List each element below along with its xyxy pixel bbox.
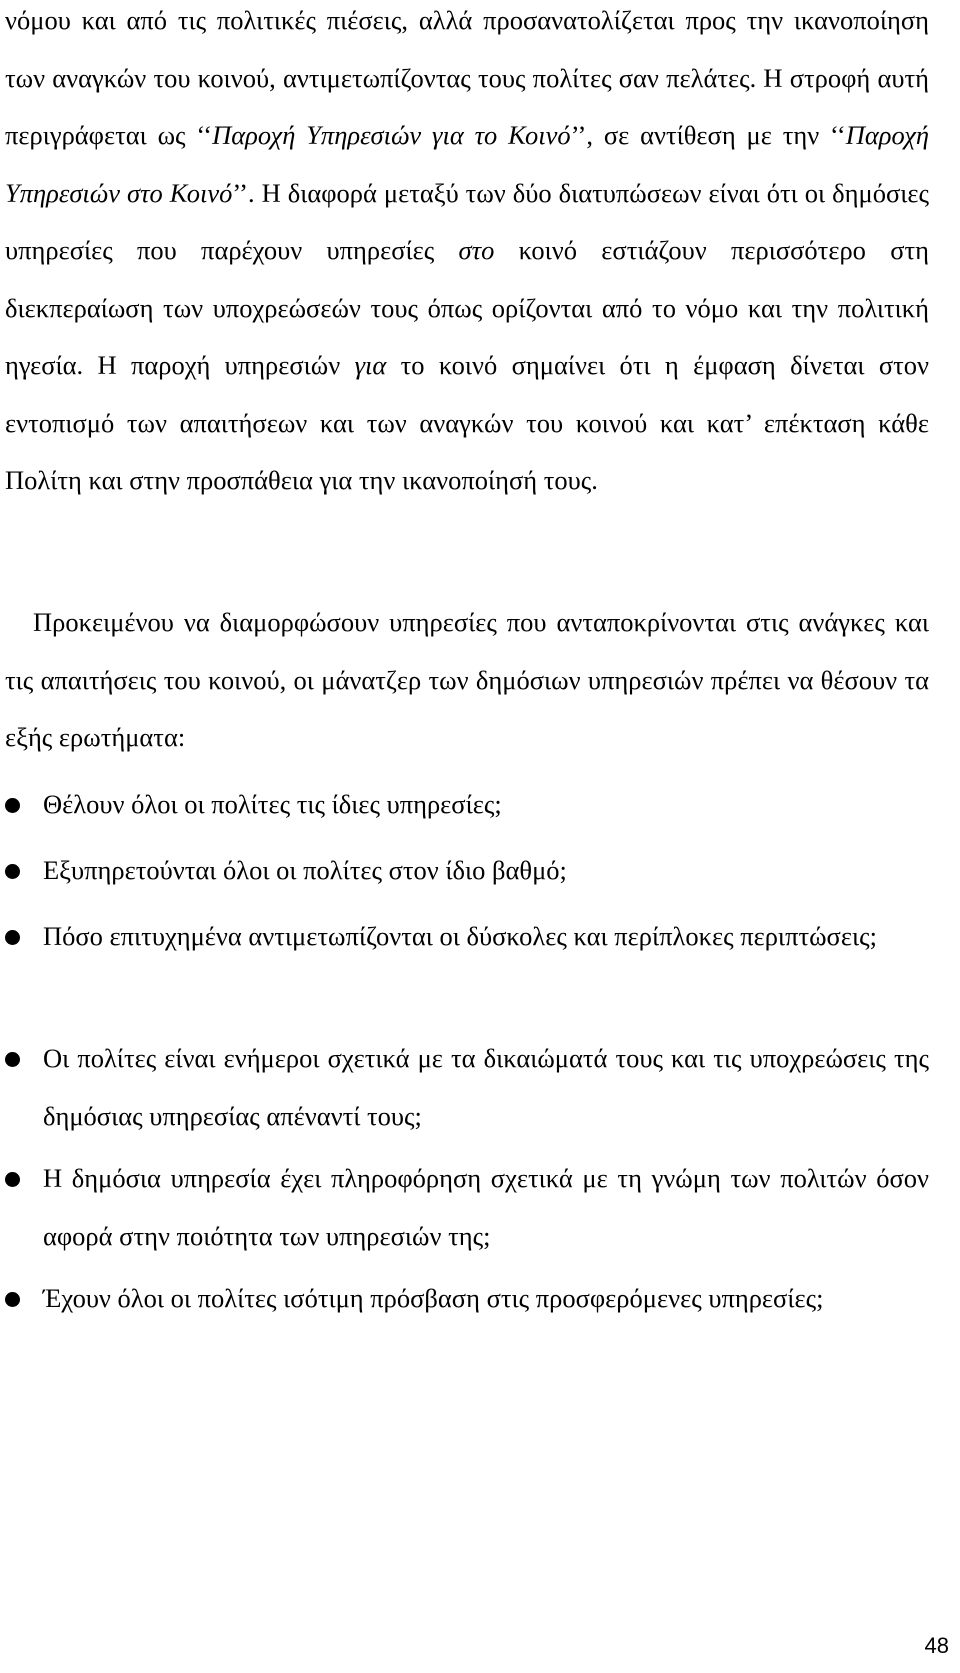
- text-run: το κοινό σημαίνει ότι η έμφαση δίνεται στον εντοπισμό των απαιτήσεων και των αναγκών του κοινού και κατ’ επέκταση κάθε Πολίτη και στην προσπάθεια για την ικανοποίησή τους.: [5, 350, 929, 495]
- list-item-text: Οι πολίτες είναι ενήμεροι σχετικά με τα δικαιώματά τους και τις υποχρεώσεις της δημόσιας υπηρεσίας απέναντί τους;: [43, 1043, 929, 1131]
- paragraph-continuation: [5, 0, 929, 510]
- bullet-icon: [5, 1172, 20, 1187]
- text-run-italic: στο: [458, 235, 495, 265]
- text-run: νόμου και από τις πολιτικές πιέσεις, αλλά προσανατολίζεται προς την ικανοποίηση των αναγκών του κοινού, αντιμετωπίζοντας τους πολίτες σαν πελάτες. Η στροφή αυτή περιγράφεται ως ‘‘: [5, 5, 929, 150]
- list-item-text: Η δημόσια υπηρεσία έχει πληροφόρηση σχετικά με τη γνώμη των πολιτών όσον αφορά στην ποιότητα των υπηρεσιών της;: [43, 1163, 929, 1251]
- paragraph-text: Προκειμένου να διαμορφώσουν υπηρεσίες που ανταποκρίνονται στις ανάγκες και τις απαιτήσεις του κοινού, οι μάνατζερ των δημόσιων υπηρεσιών πρέπει να θέσουν τα εξής ερωτήματα:: [5, 607, 929, 752]
- page-number: 48: [924, 1633, 949, 1658]
- text-run-italic: Παροχή Υπηρεσιών για το Κοινό: [212, 120, 571, 150]
- text-run: ’’. Η διαφορά μεταξύ των δύο διατυπώσεων είναι ότι οι δημόσιες υπηρεσίες που παρέχουν υπηρεσίες: [5, 177, 929, 265]
- text-run-italic: για: [354, 350, 387, 380]
- bullet-icon: [5, 1292, 20, 1307]
- paragraph-questions-intro: [5, 594, 929, 767]
- text-run-italic: Παροχή Υπηρεσιών στο Κοινό: [5, 120, 929, 208]
- list-item-text: Πόσο επιτυχημένα αντιμετωπίζονται οι δύσκολες και περίπλοκες περιπτώσεις;: [43, 921, 877, 951]
- bullet-icon: [5, 798, 20, 813]
- bullet-icon: [5, 1052, 20, 1067]
- text-run: κοινό εστιάζουν περισσότερο στη διεκπεραίωση των υποχρεώσεών τους όπως ορίζονται από το νόμο και την πολιτική ηγεσία. Η παροχή υπηρεσιών: [5, 235, 929, 380]
- bullet-icon: [5, 930, 20, 945]
- text-run: ’’, σε αντίθεση με την ‘‘: [570, 120, 846, 150]
- list-item-text: Θέλουν όλοι οι πολίτες τις ίδιες υπηρεσίες;: [43, 789, 502, 819]
- list-item-text: Έχουν όλοι οι πολίτες ισότιμη πρόσβαση στις προσφερόμενες υπηρεσίες;: [43, 1283, 824, 1313]
- list-item-text: Εξυπηρετούνται όλοι οι πολίτες στον ίδιο βαθμό;: [43, 855, 567, 885]
- bullet-icon: [5, 864, 20, 879]
